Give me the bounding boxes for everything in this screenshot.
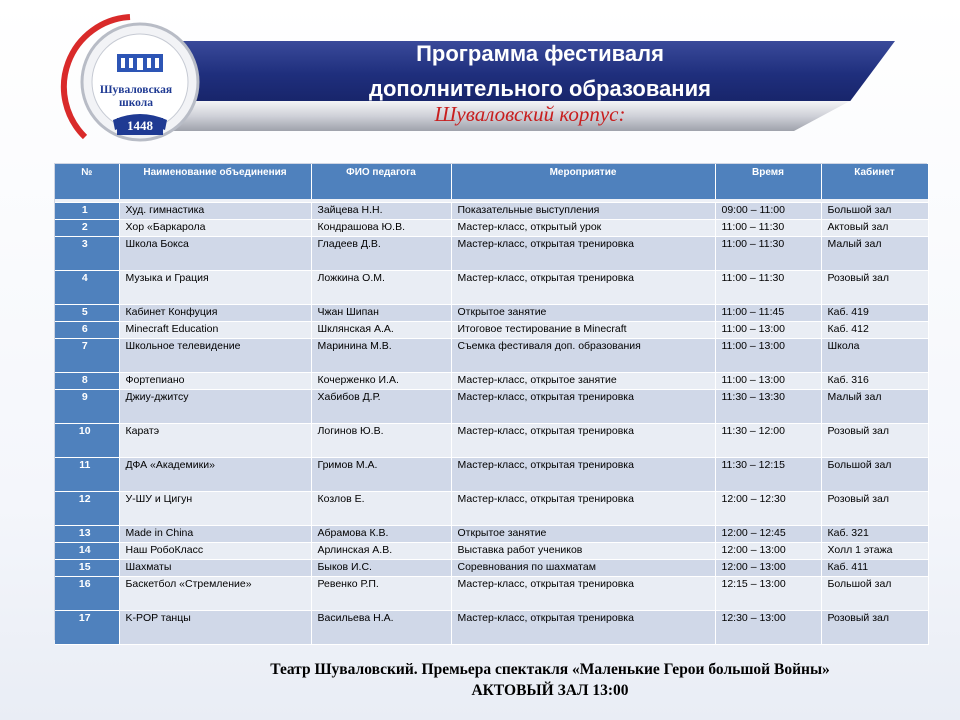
cell-teacher: Зайцева Н.Н. [311,203,451,220]
cell-num: 6 [55,322,119,339]
cell-room: Розовый зал [821,492,928,526]
cell-teacher: Ревенко Р.П. [311,577,451,611]
cell-event: Мастер-класс, открытая тренировка [451,458,715,492]
page-title [300,36,780,106]
table-row [55,492,928,526]
cell-num: 12 [55,492,119,526]
cell-name: Джиу-джитсу [119,390,311,424]
cell-time: 11:00 – 11:30 [715,237,821,271]
cell-time: 11:00 – 13:00 [715,322,821,339]
cell-room: Розовый зал [821,424,928,458]
cell-teacher: Ложкина О.М. [311,271,451,305]
cell-event: Съемка фестиваля доп. образования [451,339,715,373]
cell-name: ДФА «Академики» [119,458,311,492]
schedule-table [54,163,927,640]
cell-num: 4 [55,271,119,305]
cell-event: Мастер-класс, открытая тренировка [451,271,715,305]
cell-num: 15 [55,560,119,577]
table-row [55,322,928,339]
cell-teacher: Чжан Шипан [311,305,451,322]
cell-teacher: Васильева Н.А. [311,611,451,645]
table-row [55,390,928,424]
cell-room: Большой зал [821,458,928,492]
cell-num: 3 [55,237,119,271]
footer-line-1: Театр Шуваловский. Премьера спектакля «Маленькие Герои большой Войны» [270,661,830,678]
footer-announcement [120,659,960,701]
cell-num: 5 [55,305,119,322]
building-icon [117,54,163,72]
cell-name: K-POP танцы [119,611,311,645]
cell-name: У-ШУ и Цигун [119,492,311,526]
cell-name: Каратэ [119,424,311,458]
cell-event: Мастер-класс, открытый урок [451,220,715,237]
cell-teacher: Маринина М.В. [311,339,451,373]
column-header-teacher: ФИО педагога [311,164,451,199]
table-row [55,458,928,492]
table-row [55,373,928,390]
cell-event: Мастер-класс, открытая тренировка [451,390,715,424]
cell-name: Наш РобоКласс [119,543,311,560]
cell-time: 12:00 – 13:00 [715,543,821,560]
cell-teacher: Хабибов Д.Р. [311,390,451,424]
cell-event: Показательные выступления [451,203,715,220]
cell-event: Соревнования по шахматам [451,560,715,577]
cell-teacher: Шклянская А.А. [311,322,451,339]
cell-teacher: Арлинская А.В. [311,543,451,560]
cell-name: Хор «Баркарола [119,220,311,237]
cell-time: 11:00 – 13:00 [715,373,821,390]
cell-room: Большой зал [821,577,928,611]
column-header-name: Наименование объединения [119,164,311,199]
cell-room: Каб. 411 [821,560,928,577]
cell-num: 2 [55,220,119,237]
cell-time: 11:30 – 12:15 [715,458,821,492]
cell-event: Мастер-класс, открытая тренировка [451,577,715,611]
cell-room: Каб. 412 [821,322,928,339]
cell-name: Баскетбол «Стремление» [119,577,311,611]
cell-time: 11:00 – 13:00 [715,339,821,373]
cell-teacher: Гримов М.А. [311,458,451,492]
cell-event: Итоговое тестирование в Minecraft [451,322,715,339]
table-body [55,203,928,645]
cell-teacher: Быков И.С. [311,560,451,577]
table-row [55,424,928,458]
logo-name-line-1: Шуваловская [99,84,173,96]
table-row [55,237,928,271]
cell-time: 11:00 – 11:30 [715,220,821,237]
cell-name: Школа Бокса [119,237,311,271]
title-line-2: дополнительного образования [369,76,711,101]
cell-name: Шахматы [119,560,311,577]
column-header-time: Время [715,164,821,199]
table-row [55,526,928,543]
cell-num: 1 [55,203,119,220]
cell-event: Выставка работ учеников [451,543,715,560]
cell-room: Большой зал [821,203,928,220]
cell-name: Кабинет Конфуция [119,305,311,322]
cell-num: 10 [55,424,119,458]
page-subtitle: Шуваловский корпус: [434,102,626,126]
cell-num: 14 [55,543,119,560]
table-row [55,203,928,220]
cell-time: 12:30 – 13:00 [715,611,821,645]
column-header-room: Кабинет [821,164,928,199]
cell-name: Фортепиано [119,373,311,390]
cell-time: 11:30 – 12:00 [715,424,821,458]
table-row [55,560,928,577]
cell-event: Мастер-класс, открытая тренировка [451,424,715,458]
cell-room: Холл 1 этажа [821,543,928,560]
table-row [55,339,928,373]
cell-room: Каб. 321 [821,526,928,543]
cell-event: Открытое занятие [451,526,715,543]
cell-event: Мастер-класс, открытая тренировка [451,237,715,271]
cell-teacher: Логинов Ю.В. [311,424,451,458]
cell-room: Каб. 316 [821,373,928,390]
footer-line-2: АКТОВЫЙ ЗАЛ 13:00 [471,682,629,699]
table-row [55,611,928,645]
cell-time: 11:00 – 11:30 [715,271,821,305]
cell-room: Розовый зал [821,271,928,305]
table-row [55,543,928,560]
cell-event: Мастер-класс, открытая тренировка [451,492,715,526]
logo-name-line-2: школа [119,97,153,109]
cell-room: Каб. 419 [821,305,928,322]
cell-name: Minecraft Education [119,322,311,339]
cell-time: 12:15 – 13:00 [715,577,821,611]
cell-num: 11 [55,458,119,492]
table-row [55,220,928,237]
cell-num: 9 [55,390,119,424]
cell-room: Малый зал [821,237,928,271]
cell-event: Мастер-класс, открытая тренировка [451,611,715,645]
column-header-event: Мероприятие [451,164,715,199]
logo-number: 1448 [127,118,153,133]
logo-name [95,84,177,110]
cell-num: 8 [55,373,119,390]
cell-time: 12:00 – 12:45 [715,526,821,543]
cell-time: 11:30 – 13:30 [715,390,821,424]
cell-teacher: Абрамова К.В. [311,526,451,543]
cell-name: Худ. гимнастика [119,203,311,220]
column-header-number: № [55,164,119,199]
cell-teacher: Гладеев Д.В. [311,237,451,271]
cell-room: Актовый зал [821,220,928,237]
cell-teacher: Козлов Е. [311,492,451,526]
cell-event: Мастер-класс, открытое занятие [451,373,715,390]
cell-time: 12:00 – 12:30 [715,492,821,526]
cell-teacher: Кочерженко И.А. [311,373,451,390]
table-row [55,577,928,611]
cell-room: Розовый зал [821,611,928,645]
cell-room: Малый зал [821,390,928,424]
cell-num: 7 [55,339,119,373]
table-row [55,271,928,305]
cell-room: Школа [821,339,928,373]
table-row [55,305,928,322]
cell-num: 16 [55,577,119,611]
cell-name: Made in China [119,526,311,543]
cell-num: 17 [55,611,119,645]
cell-time: 12:00 – 13:00 [715,560,821,577]
cell-event: Открытое занятие [451,305,715,322]
cell-name: Школьное телевидение [119,339,311,373]
cell-time: 11:00 – 11:45 [715,305,821,322]
cell-time: 09:00 – 11:00 [715,203,821,220]
table-header-row [55,164,928,199]
cell-name: Музыка и Грация [119,271,311,305]
title-line-1: Программа фестиваля [416,41,664,66]
cell-num: 13 [55,526,119,543]
cell-teacher: Кондрашова Ю.В. [311,220,451,237]
